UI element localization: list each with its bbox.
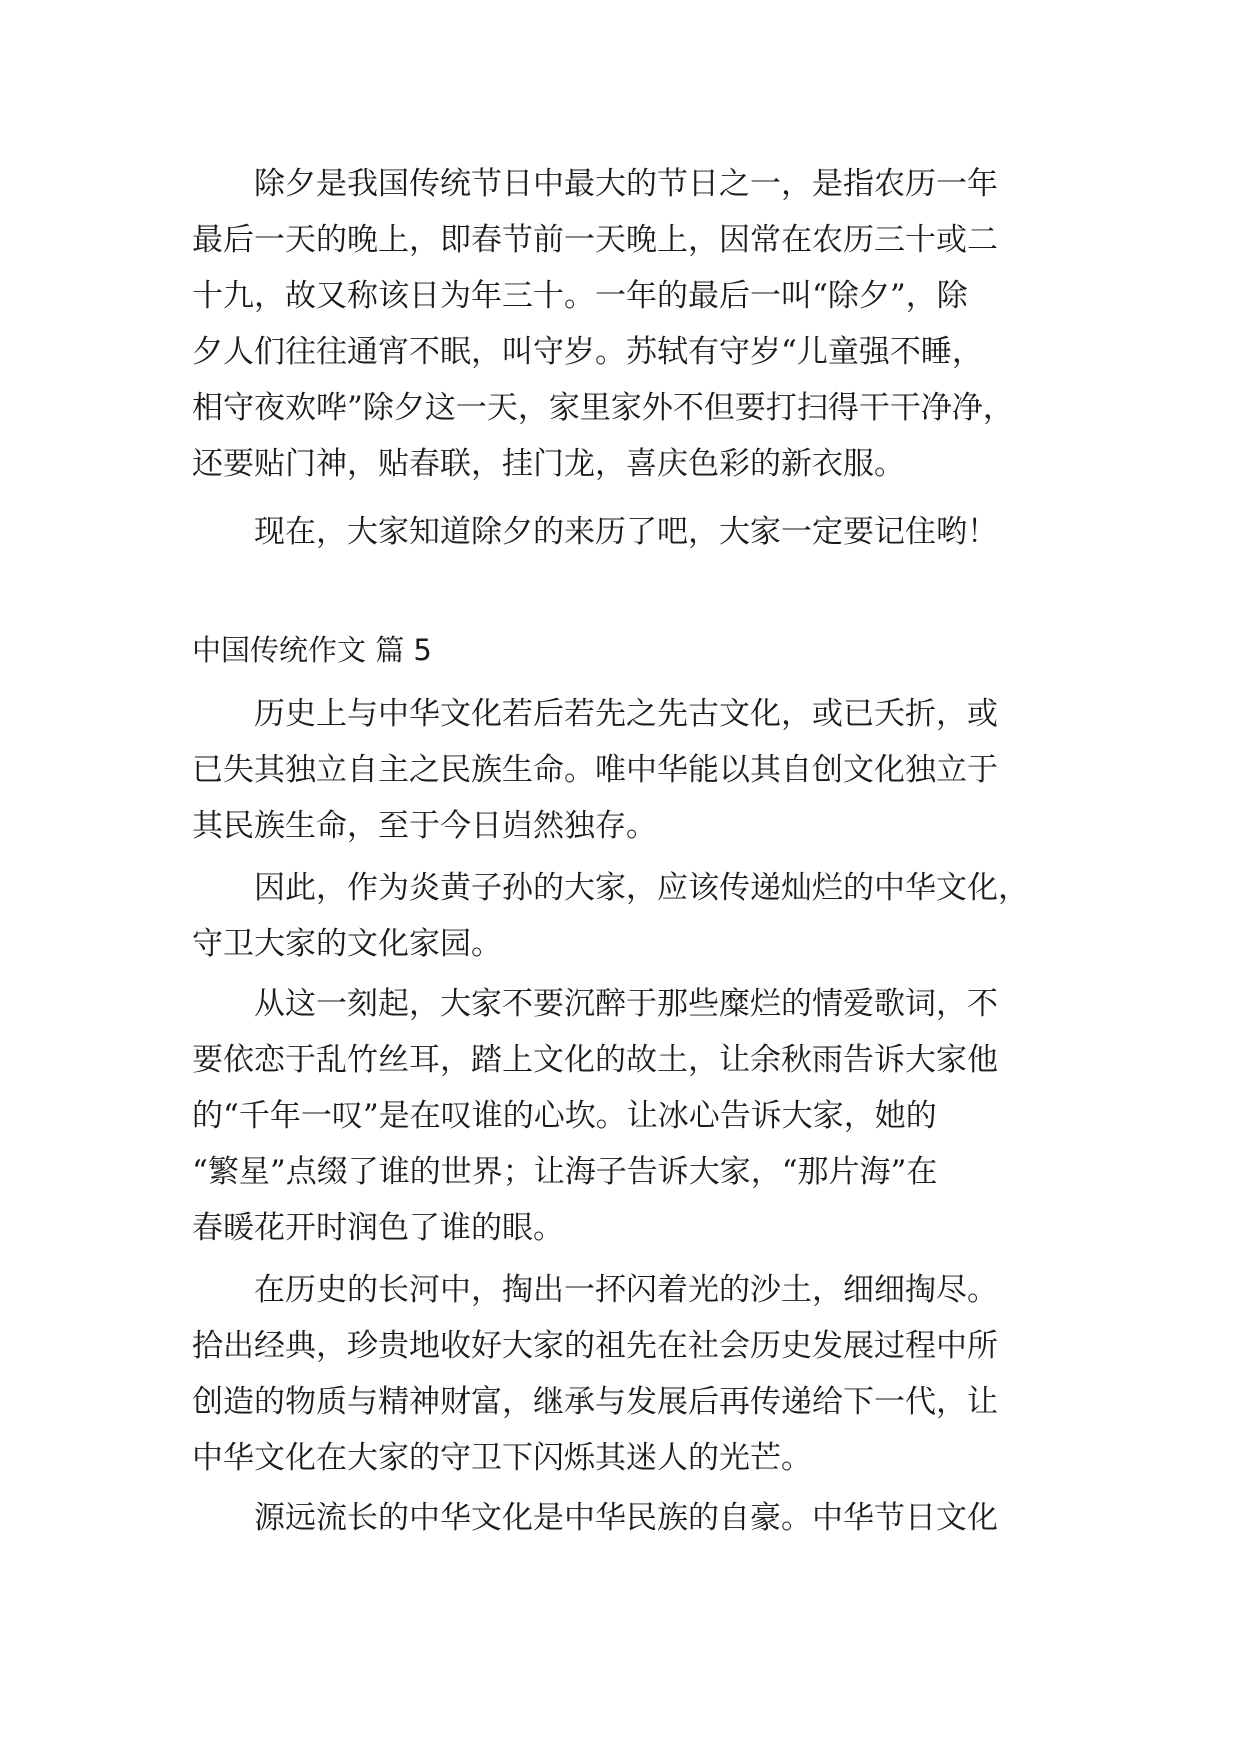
paragraph-line: 相守夜欢哗”除夕这一天，家里家外不但要打扫得干干净净， <box>192 390 1014 426</box>
paragraph-line: 因此，作为炎黄子孙的大家，应该传递灿烂的中华文化， <box>254 870 1029 906</box>
paragraph-line: 创造的物质与精神财富，继承与发展后再传递给下一代，让 <box>192 1384 998 1420</box>
paragraph-line: 还要贴门神，贴春联，挂门龙，喜庆色彩的新衣服。 <box>192 446 905 482</box>
paragraph-line: 除夕是我国传统节日中最大的节日之一，是指农历一年 <box>254 166 998 202</box>
paragraph-line: 其民族生命，至于今日岿然独存。 <box>192 808 657 844</box>
paragraph-line: 已失其独立自主之民族生命。唯中华能以其自创文化独立于 <box>192 752 998 788</box>
paragraph-line: 十九，故又称该日为年三十。一年的最后一叫“除夕”，除 <box>192 278 968 314</box>
paragraph-line: 拾出经典，珍贵地收好大家的祖先在社会历史发展过程中所 <box>192 1328 998 1364</box>
paragraph-line: 历史上与中华文化若后若先之先古文化，或已夭折，或 <box>254 696 998 732</box>
paragraph-line: 守卫大家的文化家园。 <box>192 926 502 962</box>
paragraph-line: 春暖花开时润色了谁的眼。 <box>192 1210 564 1246</box>
paragraph-line: 中华文化在大家的守卫下闪烁其迷人的光芒。 <box>192 1440 812 1476</box>
paragraph-line: “繁星”点缀了谁的世界；让海子告诉大家，“那片海”在 <box>192 1154 938 1190</box>
paragraph-line: 在历史的长河中，掏出一抔闪着光的沙土，细细掏尽。 <box>254 1272 998 1308</box>
paragraph-line: 从这一刻起，大家不要沉醉于那些糜烂的情爱歌词，不 <box>254 986 998 1022</box>
section-heading: 中国传统作文 篇 5 <box>192 633 432 667</box>
paragraph-line: 源远流长的中华文化是中华民族的自豪。中华节日文化 <box>254 1500 998 1536</box>
paragraph-line: 现在，大家知道除夕的来历了吧，大家一定要记住哟！ <box>254 514 998 550</box>
paragraph-line: 要依恋于乱竹丝耳，踏上文化的故土，让余秋雨告诉大家他 <box>192 1042 998 1078</box>
paragraph-line: 的“千年一叹”是在叹谁的心坎。让冰心告诉大家，她的 <box>192 1098 937 1134</box>
paragraph-line: 最后一天的晚上，即春节前一天晚上，因常在农历三十或二 <box>192 222 998 258</box>
paragraph-line: 夕人们往往通宵不眠，叫守岁。苏轼有守岁“儿童强不睡， <box>192 334 983 370</box>
